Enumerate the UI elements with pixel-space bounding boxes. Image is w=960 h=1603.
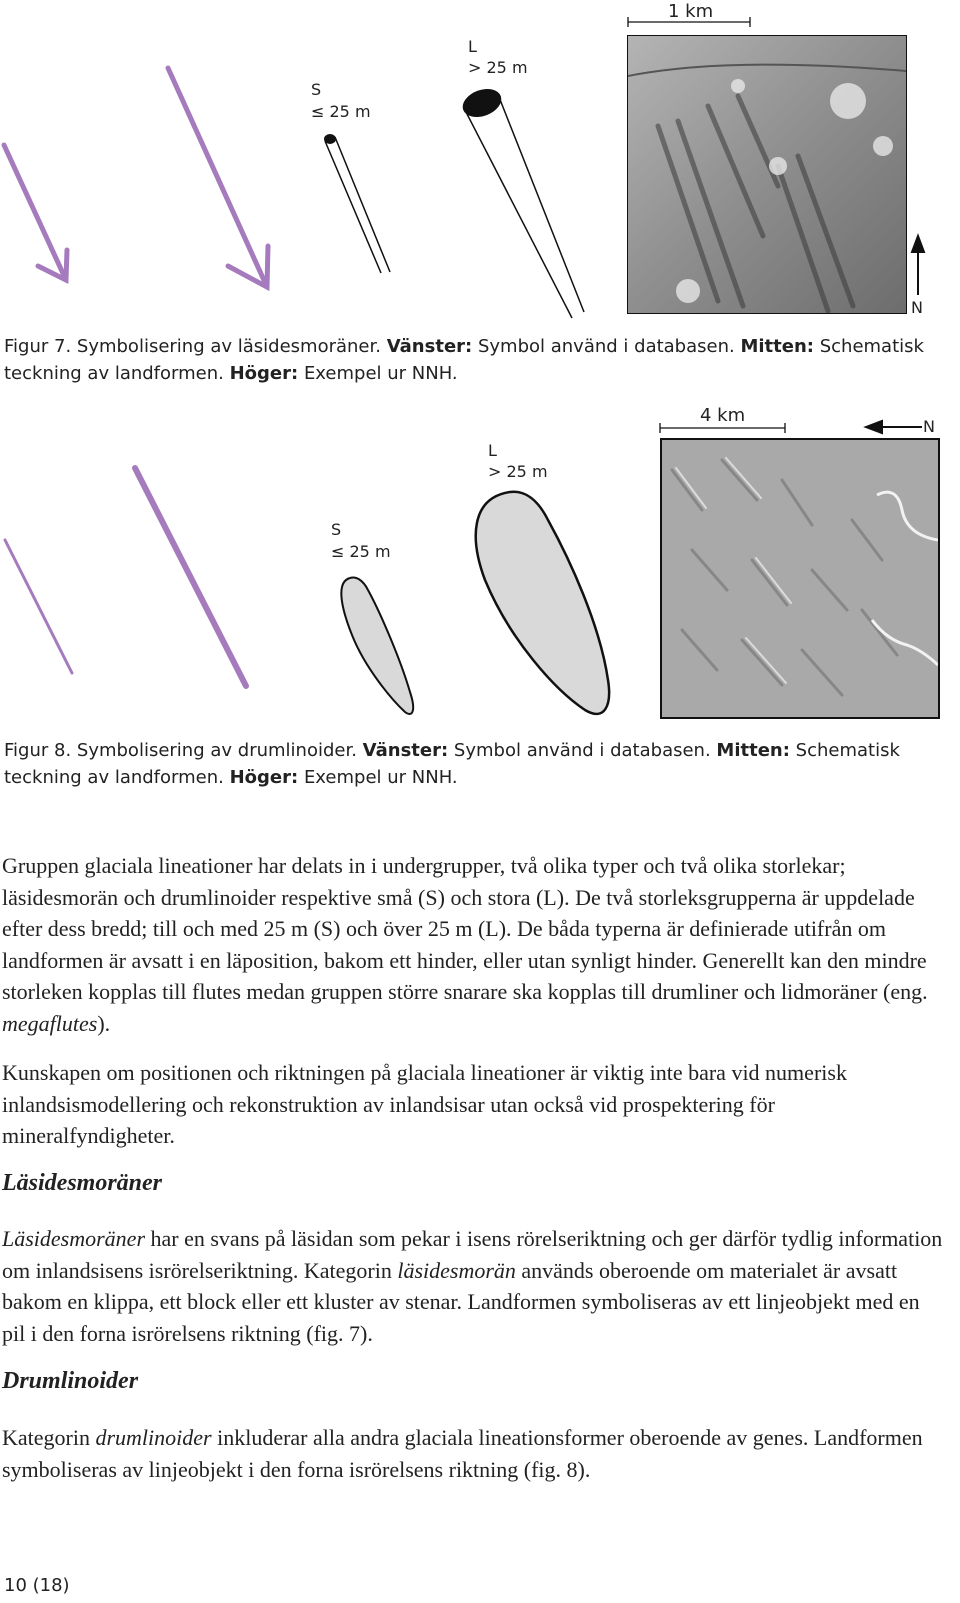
fig8-caption-middle-text: Schematisk teckning av landformen.	[4, 740, 900, 788]
page-number: 10 (18)	[4, 1575, 70, 1596]
paragraph-lineation-groups	[2, 850, 947, 1039]
heading-drumlinoider: Drumlinoider	[2, 1368, 139, 1394]
fig8-caption	[4, 737, 944, 791]
fig7-scale-label: 1 km	[668, 1, 714, 22]
fig7-caption-middle-title: Mitten:	[740, 336, 814, 357]
fig7-label-large-size: > 25 m	[468, 58, 528, 77]
paragraph-3-emphasis-2: läsidesmorän	[397, 1257, 516, 1283]
paragraph-4-emphasis: drumlinoider	[95, 1425, 212, 1450]
fig7-caption-right-text: Exempel ur NNH.	[303, 363, 458, 384]
fig8-caption-right-title: Höger:	[229, 767, 299, 788]
fig7-caption-middle-text: Schematisk teckning av landformen.	[4, 336, 924, 384]
fig7-caption	[4, 333, 944, 387]
fig8-nnh-example-image	[660, 438, 940, 719]
fig8-label-small-size: ≤ 25 m	[331, 542, 391, 561]
fig8-label-small: S	[331, 520, 342, 539]
paragraph-3-emphasis: Läsidesmoräner	[2, 1226, 146, 1251]
heading-lasidesmoraner: Läsidesmoräner	[2, 1170, 163, 1196]
fig7-caption-right-title: Höger:	[229, 363, 299, 384]
paragraph-4-text-a: Kategorin	[2, 1425, 90, 1450]
paragraph-1-text: Gruppen glaciala lineationer har delats in i undergrupper, två olika typer och två olika storlekar; läsidesmorän och drumlinoider respektive små (S) och stora (L). De två storleksgrupperna är uppdelade efter dess bredd; till och med 25 m (S) och över 25 m (L). De båda typerna är definierade utifrån om landformen är avsatt i en läposition, bakom ett hinder, eller utan synligt hinder. Generellt kan den mindre storleken kopplas till flutes medan gruppen större snarare ska kopplas till drumliner och lidmoräner (eng.	[2, 853, 928, 1004]
fig7-label-small-size: ≤ 25 m	[311, 102, 371, 121]
fig8-caption-middle-title: Mitten:	[716, 740, 790, 761]
fig8-label-large-size: > 25 m	[488, 462, 548, 481]
paragraph-lasidesmoraner	[2, 1223, 947, 1349]
fig7-caption-left-text: Symbol använd i databasen.	[477, 336, 735, 357]
paragraph-1-end: ).	[97, 1010, 111, 1036]
paragraph-knowledge: Kunskapen om positionen och riktningen på glaciala lineationer är viktig inte bara vid numerisk inlandsismodellering och rekonstruktion av inlandsisar utan också vid prospektering för mineralfyndigheter.	[2, 1060, 847, 1148]
paragraph-3-text-a: har en svans på läsidan som pekar i isens rörelseriktning och ger därför tydlig information om inlandsisens isrörelseriktning. Kategorin	[2, 1226, 943, 1283]
paragraph-drumlinoider	[2, 1422, 947, 1485]
fig8-label-large: L	[488, 441, 497, 460]
fig8-caption-right-text: Exempel ur NNH.	[303, 767, 458, 788]
paragraph-3-text-b: används oberoende om materialet är avsatt bakom en klippa, ett block eller ett kluster av stenar. Landformen symboliseras av ett linjeobjekt med en pil i den forna isrörelsens riktning (fig. 7).	[2, 1257, 920, 1346]
fig7-label-small: S	[311, 80, 322, 99]
fig7-caption-prefix: Figur 7. Symbolisering av läsidesmoräner.	[4, 336, 381, 357]
paragraph-1-emphasis: megaflutes	[2, 1010, 98, 1036]
paragraph-4-text-b: inkluderar alla andra glaciala lineationsformer oberoende av genes. Landformen symboliseras av linjeobjekt i den forna isrörelsens riktning (fig. 8).	[2, 1425, 923, 1482]
fig8-caption-left-text: Symbol använd i databasen.	[453, 740, 711, 761]
fig8-caption-left-title: Vänster:	[362, 740, 449, 761]
fig7-north-label: N	[911, 298, 923, 317]
fig8-caption-prefix: Figur 8. Symbolisering av drumlinoider.	[4, 740, 357, 761]
fig7-nnh-example-image	[627, 35, 907, 314]
fig7-label-large: L	[468, 37, 477, 56]
fig7-caption-left-title: Vänster:	[386, 336, 473, 357]
fig8-north-label: N	[923, 417, 935, 436]
fig8-scale-label: 4 km	[700, 405, 746, 426]
